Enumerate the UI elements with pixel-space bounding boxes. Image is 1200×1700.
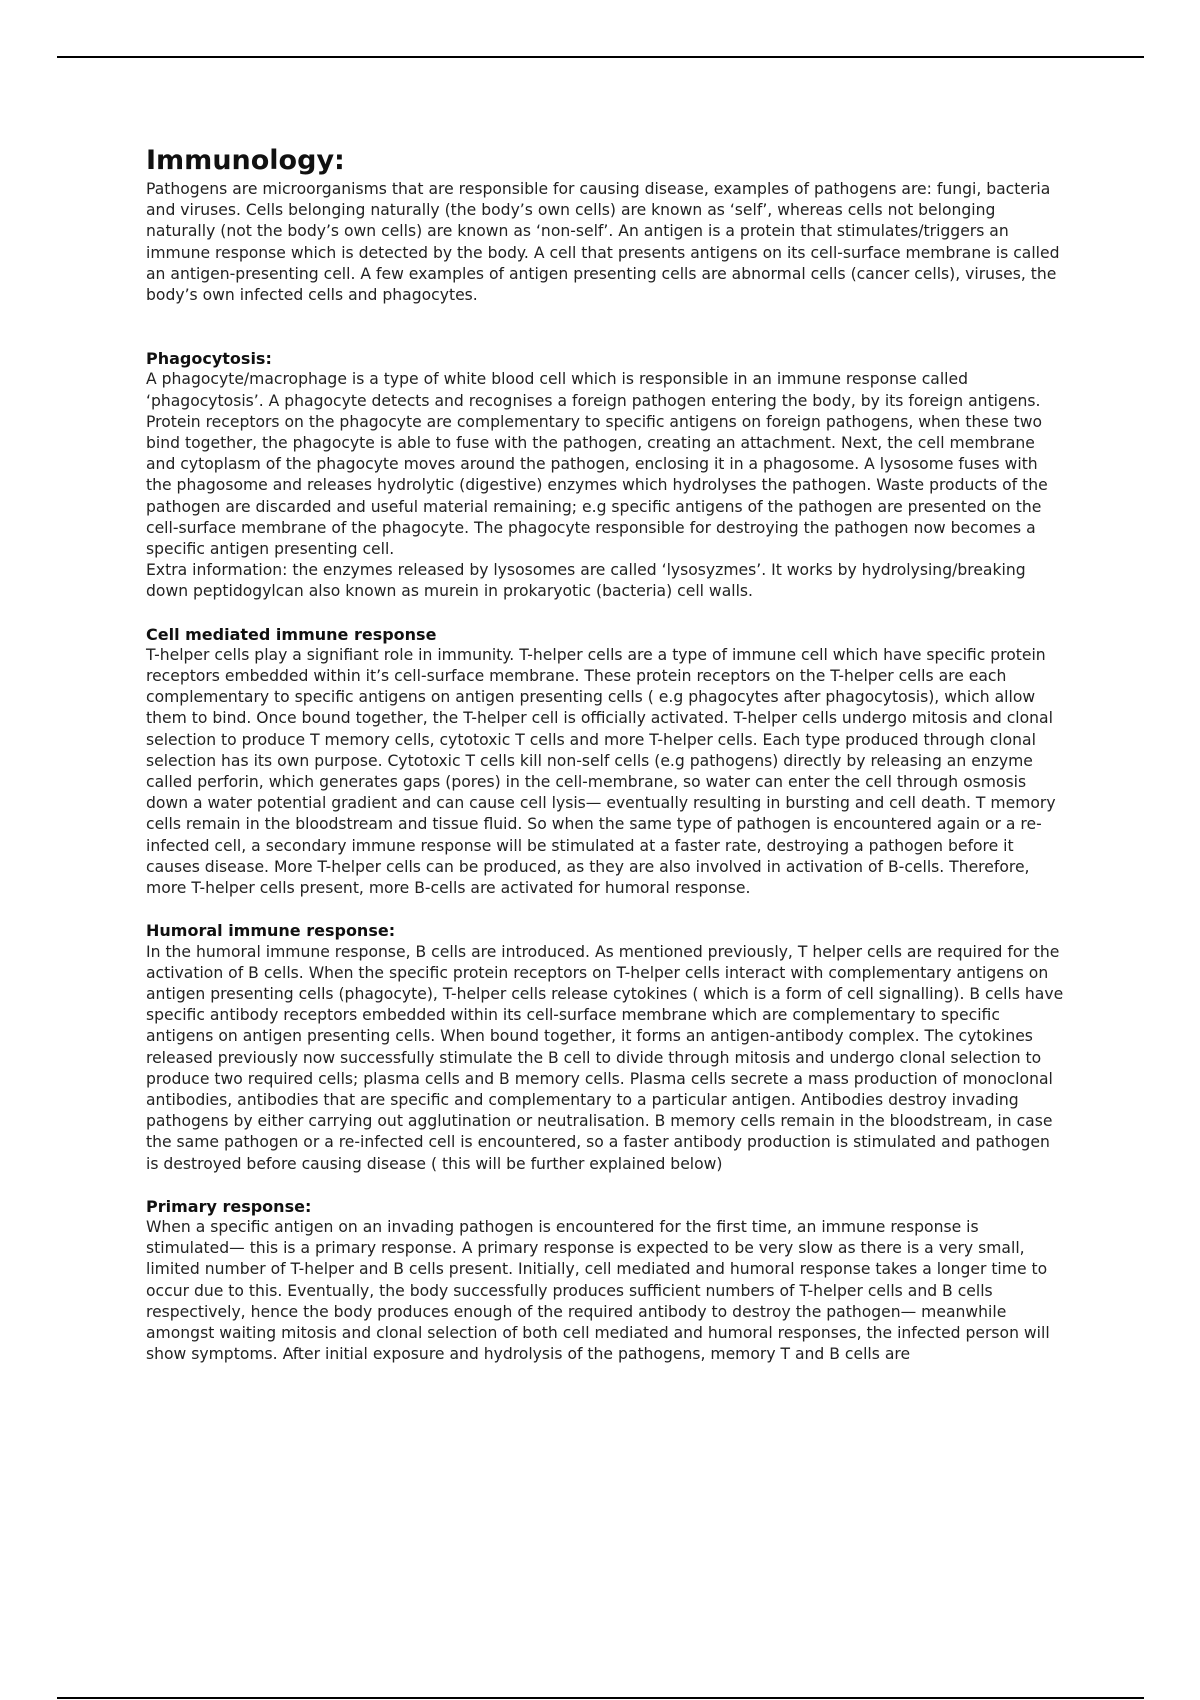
section-phagocytosis <box>146 348 1066 602</box>
section-primary-response <box>146 1196 1066 1366</box>
document-body <box>146 144 1066 1365</box>
section-cell-mediated <box>146 624 1066 900</box>
bottom-rule <box>57 1697 1144 1699</box>
section-heading: Humoral immune response: <box>146 921 396 941</box>
section-paragraph: T-helper cells play a signifiant role in immunity. T-helper cells are a type of immune cell which have specific protein receptors embedded within it’s cell-surface membrane. These protein receptors on the T-helper cells are each complementary to specific antigens on antigen presenting cells ( e.g phagocytes after phagocytosis), which allow them to bind. Once bound together, the T-helper cell is officially activated. T-helper cells undergo mitosis and clonal selection to produce T memory cells, cytotoxic T cells and more T-helper cells. Each type produced through clonal selection has its own purpose. Cytotoxic T cells kill non-self cells (e.g pathogens) directly by releasing an enzyme called perforin, which generates gaps (pores) in the cell-membrane, so water can enter the cell through osmosis down a water potential gradient and can cause cell lysis— eventually resulting in bursting and cell death. T memory cells remain in the bloodstream and tissue fluid. So when the same type of pathogen is encountered again or a re-infected cell, a secondary immune response will be stimulated at a faster rate, destroying a pathogen before it causes disease. More T-helper cells can be produced, as they are also involved in activation of B-cells. Therefore, more T-helper cells present, more B-cells are activated for humoral response. <box>146 645 1056 898</box>
section-heading: Primary response: <box>146 1196 312 1216</box>
section-paragraph: A phagocyte/macrophage is a type of white blood cell which is responsible in an immune response called ‘phagocytosis’. A phagocyte detects and recognises a foreign pathogen entering the body, by its foreign antigens. Protein receptors on the phagocyte are complementary to specific antigens on foreign pathogens, when these two bind together, the phagocyte is able to fuse with the pathogen, creating an attachment. Next, the cell membrane and cytoplasm of the phagocyte moves around the pathogen, enclosing it in a phagosome. A lysosome fuses with the phagosome and releases hydrolytic (digestive) enzymes which hydrolyses the pathogen. Waste products of the pathogen are discarded and useful material remaining; e.g specific antigens of the pathogen are presented on the cell-surface membrane of the phagocyte. The phagocyte responsible for destroying the pathogen now becomes a specific antigen presenting cell. <box>146 370 1048 559</box>
section-humoral <box>146 920 1066 1174</box>
spacer <box>146 1175 1066 1196</box>
section-paragraph: When a specific antigen on an invading pathogen is encountered for the first time, an immune response is stimulated— this is a primary response. A primary response is expected to be very slow as there is a very small, limited number of T-helper and B cells present. Initially, cell mediated and humoral response takes a longer time to occur due to this. Eventually, the body successfully produces sufficient numbers of T-helper cells and B cells respectively, hence the body produces enough of the required antibody to destroy the pathogen— meanwhile amongst waiting mitosis and clonal selection of both cell mediated and humoral responses, the infected person will show symptoms. After initial exposure and hydrolysis of the pathogens, memory T and B cells are <box>146 1217 1050 1364</box>
top-rule <box>57 56 1144 58</box>
section-paragraph: Extra information: the enzymes released by lysosomes are called ‘lysosyzmes’. It works by hydrolysing/breaking down peptidogylcan also known as murein in prokaryotic (bacteria) cell walls. <box>146 561 1026 601</box>
section-heading: Cell mediated immune response <box>146 624 437 644</box>
section-heading: Phagocytosis: <box>146 349 272 369</box>
spacer <box>146 899 1066 920</box>
intro-paragraph: Pathogens are microorganisms that are responsible for causing disease, examples of pathogens are: fungi, bacteria and viruses. Cells belonging naturally (the body’s own cells) are known as ‘self’, whereas cells not belonging naturally (not the body’s own cells) are known as ‘non-self’. An antigen is a protein that stimulates/triggers an immune response which is detected by the body. A cell that presents antigens on its cell-surface membrane is called an antigen-presenting cell. A few examples of antigen presenting cells are abnormal cells (cancer cells), viruses, the body’s own infected cells and phagocytes. <box>146 180 1060 305</box>
page-title: Immunology: <box>146 145 345 176</box>
spacer <box>146 306 1066 348</box>
spacer <box>146 603 1066 624</box>
section-paragraph: In the humoral immune response, B cells are introduced. As mentioned previously, T helper cells are required for the activation of B cells. When the specific protein receptors on T-helper cells interact with complementary antigens on antigen presenting cells (phagocyte), T-helper cells release cytokines ( which is a form of cell signalling). B cells have specific antibody receptors embedded within its cell-surface membrane which are complementary to specific antigens on antigen presenting cells. When bound together, it forms an antigen-antibody complex. The cytokines released previously now successfully stimulate the B cell to divide through mitosis and undergo clonal selection to produce two required cells; plasma cells and B memory cells. Plasma cells secrete a mass production of monoclonal antibodies, antibodies that are specific and complementary to a particular antigen. Antibodies destroy invading pathogens by either carrying out agglutination or neutralisation. B memory cells remain in the bloodstream, in case the same pathogen or a re-infected cell is encountered, so a faster antibody production is stimulated and pathogen is destroyed before causing disease ( this will be further explained below) <box>146 942 1064 1173</box>
